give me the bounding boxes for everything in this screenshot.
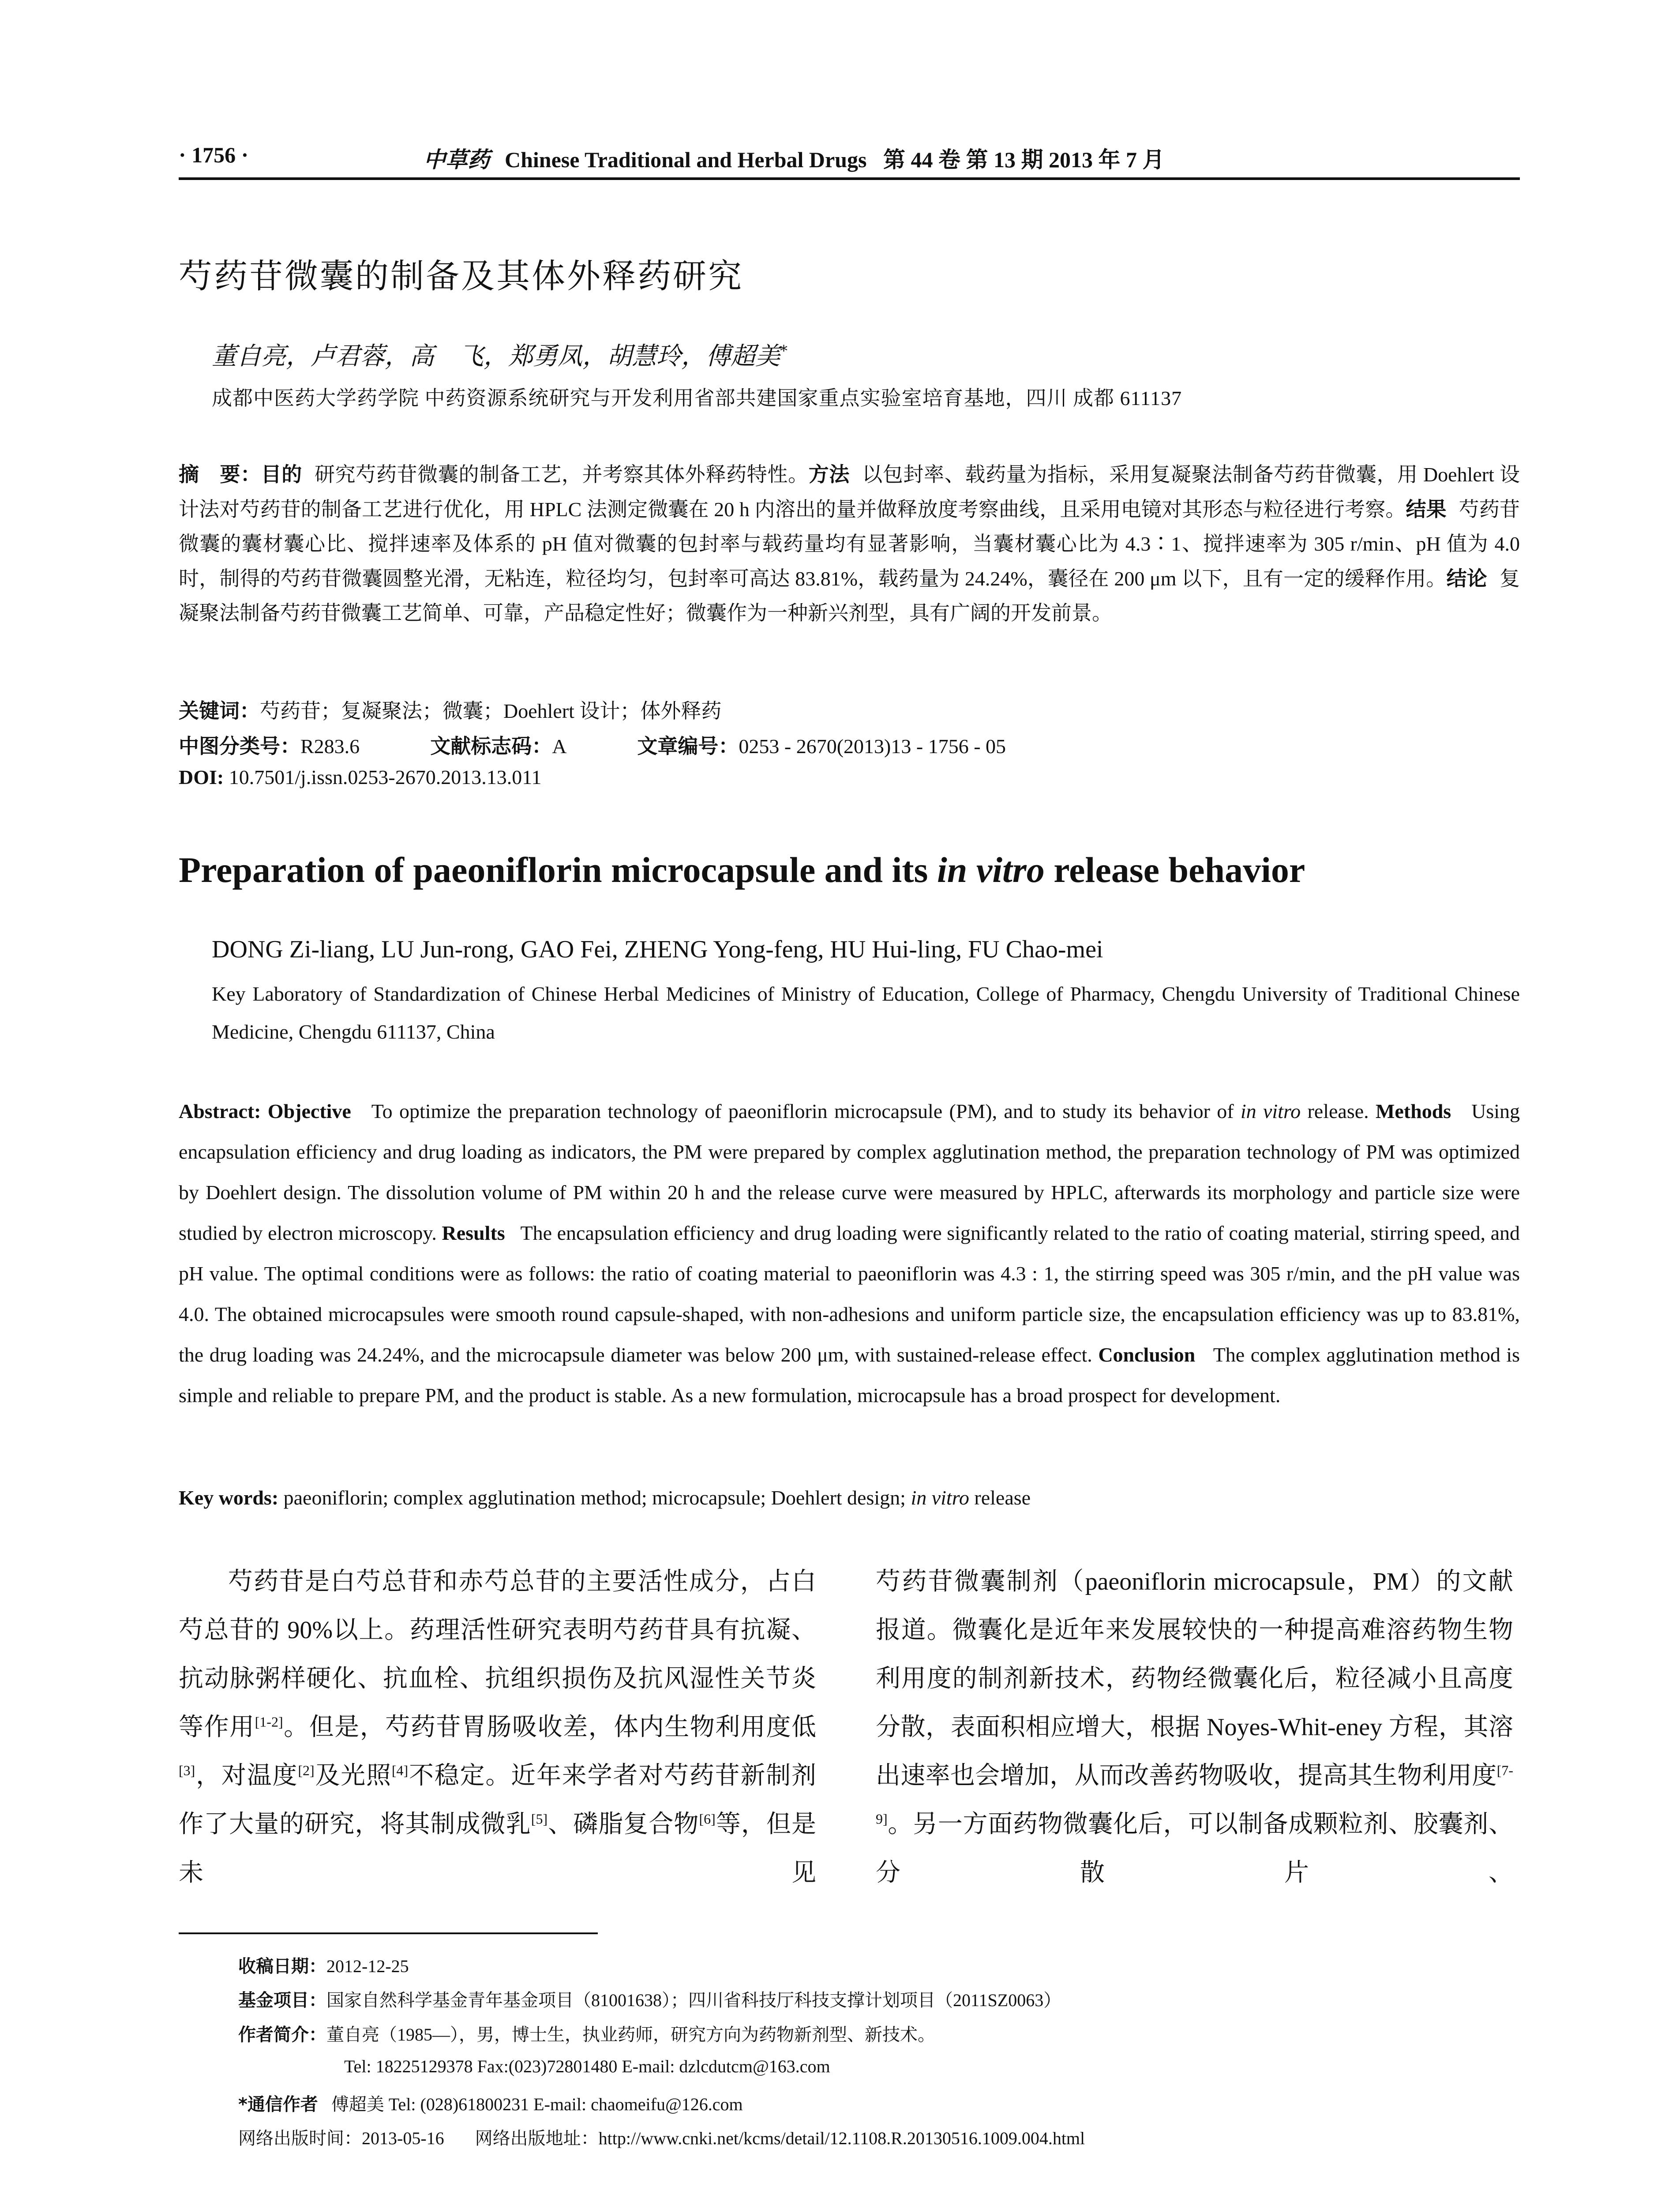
article-no-value: 0253 - 2670(2013)13 - 1756 - 05 (739, 735, 1006, 758)
footnote-author-contact: Tel: 18225129378 Fax:(023)72801480 E-mail: dzlcdutcm@163.com (344, 2056, 830, 2076)
clc-label: 中图分类号： (179, 734, 300, 758)
footnote-value: 2012-12-25 (326, 1956, 409, 1976)
abstract-cn (179, 457, 1520, 630)
footnote-value: 2013-05-16 (362, 2128, 444, 2148)
keywords-en (179, 1486, 1031, 1509)
authors-en: DONG Zi-liang, LU Jun-rong, GAO Fei, ZHENG Yong-feng, HU Hui-ling, FU Chao-mei (212, 936, 1103, 963)
footnote-value: 国家自然科学基金青年基金项目（81001638）；四川省科技厅科技支撑计划项目（2011SZ0063） (326, 1990, 1061, 2010)
citation: [1-2] (255, 1714, 283, 1730)
keywords-value-cn: 芍药苷；复凝聚法；微囊；Doehlert 设计；体外释药 (260, 700, 722, 722)
body-column-left (179, 1557, 816, 1897)
author-list-cn: 董自亮，卢君蓉，高 飞，郑勇凤，胡慧玲，傅超美 (212, 342, 780, 371)
keywords-label-en: Key words: (179, 1486, 279, 1509)
results-label-en: Results (442, 1222, 505, 1244)
doc-code-label: 文献标志码： (430, 734, 552, 758)
body-text: 。另一方面药物微囊化后，可以制备成颗粒剂、胶囊剂、分散片、 (876, 1811, 1513, 1887)
abstract-label-en: Abstract: Objective (179, 1100, 351, 1122)
doi-value: 10.7501/j.issn.0253-2670.2013.13.011 (229, 766, 542, 788)
keywords-en-part: paeoniflorin; complex agglutination method; microcapsule; Doehlert design; (283, 1486, 911, 1509)
citation: [3] (179, 1762, 195, 1778)
journal-header (424, 142, 1164, 174)
conclusion-cn: 复凝聚法制备芍药苷微囊工艺简单、可靠，产品稳定性好；微囊作为一种新兴剂型，具有广阔的开发前景。 (179, 567, 1520, 624)
body-text: 等，但是未见 (179, 1811, 817, 1887)
methods-cn: 以包封率、载药量为指标，采用复凝聚法制备芍药苷微囊，用 Doehlert 设计法对芍药苷的制备工艺进行优化，用 HPLC 法测定微囊在 20 h 内溶出的量并做释放度考察曲线，且采用电镜对其形态与粒径进行考察。 (179, 463, 1520, 521)
keywords-label-cn: 关键词： (179, 699, 260, 723)
footnote-author (238, 2021, 935, 2046)
keywords-en-end: release (969, 1486, 1031, 1509)
body-text: 、磷脂复合物 (548, 1811, 699, 1838)
objective-en-end: release. (1301, 1100, 1369, 1122)
citation: [7-9] (876, 1762, 1513, 1827)
affiliation-cn: 成都中医药大学药学院 中药资源系统研究与开发利用省部共建国家重点实验室培育基地，四川 成都 611137 (212, 387, 1182, 409)
footnote-corresponding (238, 2090, 743, 2116)
title-en-italic: in vitro (937, 850, 1045, 890)
page-number: · 1756 · (179, 143, 249, 167)
footnote-rule (179, 1932, 598, 1934)
footnote-value: 傅超美 Tel: (028)61800231 E-mail: chaomeifu@126.com (331, 2094, 743, 2114)
results-cn: 芍药苷微囊的囊材囊心比、搅拌速率及体系的 pH 值对微囊的包封率与载药量均有显著影响，当囊材囊心比为 4.3∶1、搅拌速率为 305 r/min、pH 值为 4.0 时，制得的芍药苷微囊圆整光滑，无粘连，粒径均匀，包封率可高达 83.81%，载药量为 24.24%，囊径在 200 μm 以下，且有一定的缓释作用。 (179, 498, 1520, 590)
methods-label-en: Methods (1375, 1100, 1451, 1122)
authors-cn (212, 337, 788, 372)
corresponding-mark: * (780, 342, 788, 360)
title-en-part: release behavior (1044, 850, 1305, 890)
keywords-cn (179, 695, 721, 724)
doi-label: DOI: (179, 766, 224, 788)
journal-name-en: Chinese Traditional and Herbal Drugs (505, 147, 867, 172)
footnote-label: *通信作者 (238, 2094, 318, 2115)
results-en: The encapsulation efficiency and drug loading were significantly related to the ratio of coating material, stirring speed, and pH value. The optimal conditions were as follows: the ratio of coating material to paeoniflorin was 4.3 : 1, the stirring speed was 305 r/min, and the pH value was 4.0. The obtained microcapsules were smooth round capsule-shaped, with non-adhesions and uniform particle size, the encapsulation efficiency was up to 83.81%, the drug loading was 24.24%, and the microcapsule diameter was below 200 μm, with sustained-release effect. (179, 1222, 1520, 1366)
header-rule (179, 177, 1520, 180)
citation: [6] (699, 1811, 716, 1827)
objective-cn: 研究芍药苷微囊的制备工艺，并考察其体外释药特性。 (314, 463, 809, 486)
footnote-label: 基金项目： (238, 1990, 326, 2011)
body-text: 及光照 (314, 1762, 392, 1790)
conclusion-en: The complex agglutination method is simple and reliable to prepare PM, and the product is stable. As a new formulation, microcapsule has a broad prospect for development. (179, 1343, 1520, 1407)
objective-label-cn: 目的 (261, 462, 302, 486)
classification-line (179, 730, 1006, 759)
body-text: 。但是，芍药苷胃肠吸收差，体内生物利用度低 (283, 1714, 817, 1741)
footnote-label: 作者简介： (238, 2025, 326, 2045)
body-text: ，对温度 (195, 1762, 298, 1790)
article-title-cn: 芍药苷微囊的制备及其体外释药研究 (179, 256, 743, 296)
affiliation-en: Key Laboratory of Standardization of Chinese Herbal Medicines of Ministry of Education, College of Pharmacy, Chengdu University of Traditional Chinese Medicine, Chengdu 611137, China (212, 983, 1520, 1043)
article-title-en (179, 849, 1305, 891)
doi-line (179, 765, 542, 789)
footnote-fund (238, 1986, 1061, 2011)
footnote-label: 网络出版时间： (238, 2128, 362, 2149)
article-no-label: 文章编号： (637, 734, 739, 758)
body-text: 不稳定。近年来学者对芍药苷新制剂作了大量的研究，将其制成微乳 (179, 1762, 817, 1838)
journal-name-cn: 中草药 (424, 146, 490, 173)
body-text: 芍药苷微囊制剂（paeoniflorin microcapsule，PM）的文献报道。微囊化是近年来发展较快的一种提高难溶药物生物利用度的制剂新技术，药物经微囊化后，粒径减小且高度分散，表面积相应增大，根据 Noyes-Whit-eney 方程，其溶出速率也会增加，从而改善药物吸收，提高其生物利用度 (876, 1568, 1513, 1790)
methods-en: Using encapsulation efficiency and drug loading as indicators, the PM were prepared by complex agglutination method, the preparation technology of PM was optimized by Doehlert design. The dissolution volume of PM within 20 h and the release curve were measured by HPLC, afterwards its morphology and particle size were studied by electron microscopy. (179, 1100, 1520, 1244)
footnote-received (238, 1952, 409, 1977)
body-column-right (876, 1557, 1513, 1897)
conclusion-label-cn: 结论 (1446, 567, 1487, 590)
objective-en: To optimize the preparation technology of paeoniflorin microcapsule (PM), and to study its behavior of (371, 1100, 1241, 1122)
footnote-value: 董自亮（1985—），男，博士生，执业药师，研究方向为药物新剂型、新技术。 (326, 2025, 935, 2045)
clc-value: R283.6 (300, 735, 360, 758)
footnote-online (238, 2124, 1085, 2150)
abstract-label-cn: 摘 要： (179, 462, 261, 486)
citation: [5] (531, 1811, 548, 1827)
title-en-part: Preparation of paeoniflorin microcapsule and its (179, 850, 937, 890)
methods-label-cn: 方法 (808, 462, 850, 486)
keywords-en-italic: in vitro (911, 1486, 969, 1509)
objective-en-italic: in vitro (1240, 1100, 1301, 1122)
journal-issue: 第 44 卷 第 13 期 2013 年 7 月 (883, 147, 1165, 172)
footnote-label: 网络出版地址： (475, 2128, 599, 2149)
citation: [4] (391, 1762, 409, 1778)
abstract-en (179, 1091, 1520, 1416)
footnote-value: http://www.cnki.net/kcms/detail/12.1108.R.20130516.1009.004.html (598, 2128, 1085, 2148)
footnote-label: 收稿日期： (238, 1956, 326, 1977)
citation: [2] (298, 1762, 315, 1778)
body-text: 芍药苷是白芍总苷和赤芍总苷的主要活性成分，占白芍总苷的 90%以上。药理活性研究表明芍药苷具有抗凝、抗动脉粥样硬化、抗血栓、抗组织损伤及抗风湿性关节炎等作用 (179, 1568, 816, 1741)
doc-code-value: A (552, 735, 567, 758)
results-label-cn: 结果 (1406, 497, 1447, 521)
conclusion-label-en: Conclusion (1098, 1343, 1196, 1366)
